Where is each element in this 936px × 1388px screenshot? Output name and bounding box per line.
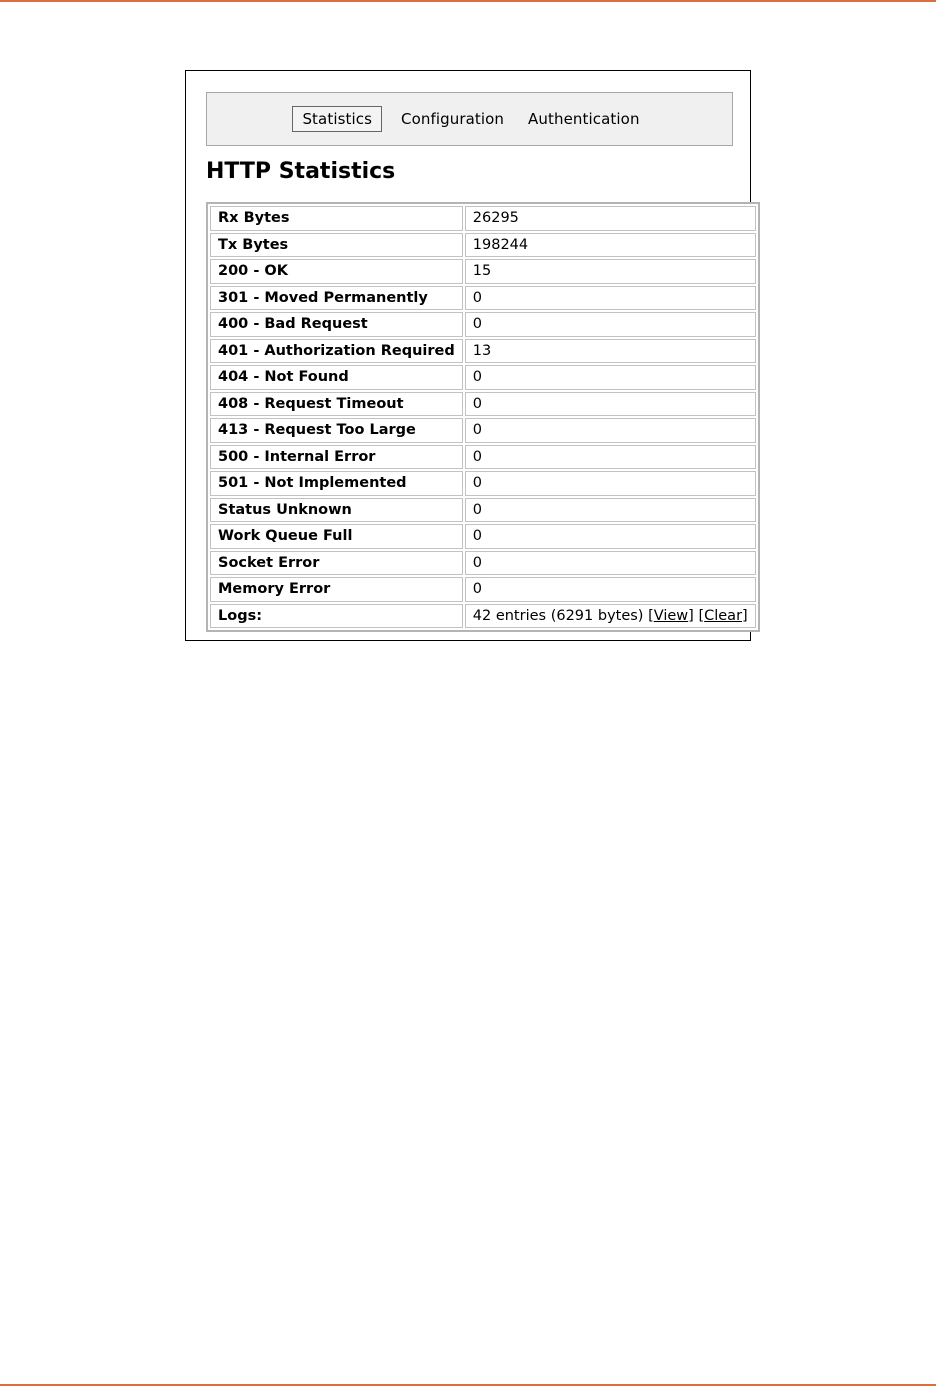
row-label: Work Queue Full [210, 524, 463, 549]
row-value: 0 [465, 551, 756, 576]
row-value: 26295 [465, 206, 756, 231]
table-row-memory-error [210, 577, 756, 602]
bottom-rule [0, 1384, 936, 1386]
row-label: 200 - OK [210, 259, 463, 284]
row-label: 400 - Bad Request [210, 312, 463, 337]
row-value: 13 [465, 339, 756, 364]
table-row-413-request-too-large [210, 418, 756, 443]
row-value: 0 [465, 312, 756, 337]
row-label: Memory Error [210, 577, 463, 602]
row-label: 401 - Authorization Required [210, 339, 463, 364]
row-value: 0 [465, 365, 756, 390]
row-value: 0 [465, 524, 756, 549]
row-label: 500 - Internal Error [210, 445, 463, 470]
row-value: 0 [465, 471, 756, 496]
row-value: 198244 [465, 233, 756, 258]
row-label: Status Unknown [210, 498, 463, 523]
row-value: 0 [465, 392, 756, 417]
table-row-200-ok [210, 259, 756, 284]
page-title: HTTP Statistics [206, 159, 396, 184]
table-row-404-not-found [210, 365, 756, 390]
row-label: Rx Bytes [210, 206, 463, 231]
http-statistics-table [206, 202, 760, 632]
table-row-301-moved-permanently [210, 286, 756, 311]
table-row-400-bad-request [210, 312, 756, 337]
table-row-logs [210, 604, 756, 629]
nav-bar [206, 92, 733, 146]
row-value: 0 [465, 286, 756, 311]
row-value: 0 [465, 577, 756, 602]
row-label: 301 - Moved Permanently [210, 286, 463, 311]
table-row-401-authorization-required [210, 339, 756, 364]
logs-summary: 42 entries (6291 bytes) [472, 607, 644, 624]
row-label: 413 - Request Too Large [210, 418, 463, 443]
view-logs-link[interactable]: View [653, 607, 689, 624]
table-row-500-internal-error [210, 445, 756, 470]
table-row-socket-error [210, 551, 756, 576]
row-label: 404 - Not Found [210, 365, 463, 390]
row-value: 0 [465, 418, 756, 443]
table-row-rx-bytes [210, 206, 756, 231]
row-label: Logs: [210, 604, 463, 629]
screenshot-frame [185, 70, 751, 641]
table-row-501-not-implemented [210, 471, 756, 496]
tab-configuration[interactable]: Configuration [401, 110, 505, 128]
table-row-408-request-timeout [210, 392, 756, 417]
row-value: 15 [465, 259, 756, 284]
top-rule [0, 0, 936, 2]
row-label: 408 - Request Timeout [210, 392, 463, 417]
table-row-work-queue-full [210, 524, 756, 549]
logs-value: 42 entries (6291 bytes) [View] [Clear] [465, 604, 756, 629]
table-row-tx-bytes [210, 233, 756, 258]
row-label: 501 - Not Implemented [210, 471, 463, 496]
row-value: 0 [465, 498, 756, 523]
row-label: Tx Bytes [210, 233, 463, 258]
tab-authentication[interactable]: Authentication [528, 110, 640, 128]
table-row-status-unknown [210, 498, 756, 523]
tab-statistics[interactable]: Statistics [292, 106, 382, 132]
clear-logs-link[interactable]: Clear [704, 607, 743, 624]
row-label: Socket Error [210, 551, 463, 576]
row-value: 0 [465, 445, 756, 470]
